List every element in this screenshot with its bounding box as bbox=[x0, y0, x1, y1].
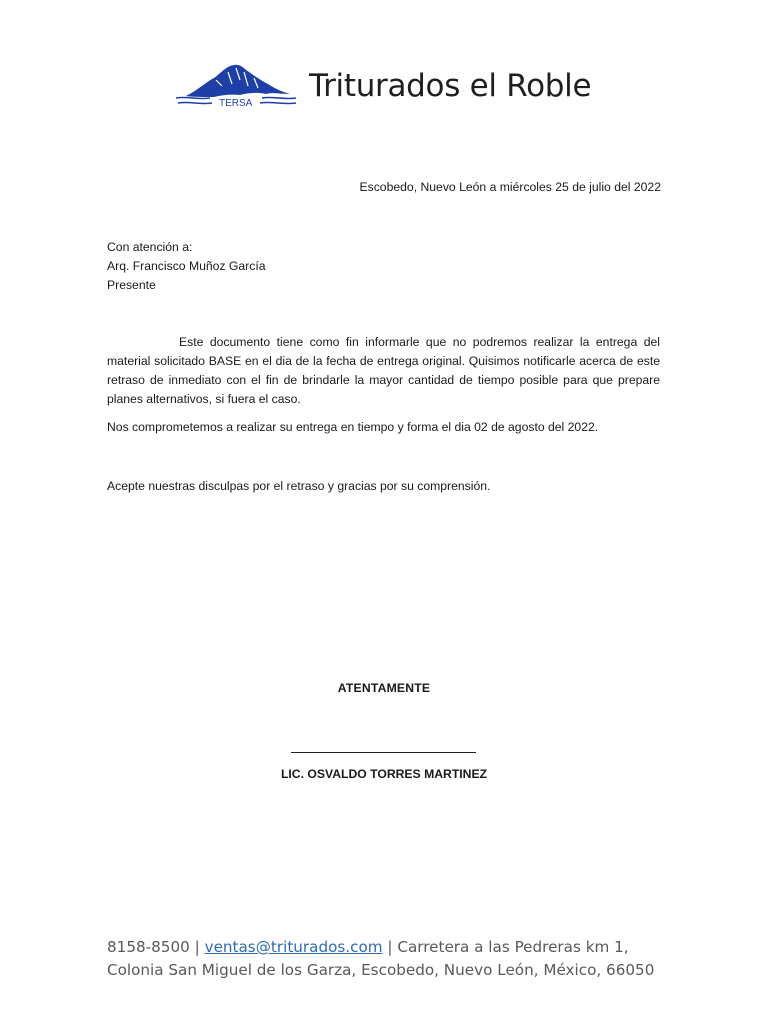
footer-contact bbox=[107, 936, 654, 982]
logo-text: TERSA bbox=[219, 98, 253, 109]
signature-line bbox=[291, 752, 476, 753]
signer-name: LIC. OSVALDO TORRES MARTINEZ bbox=[280, 767, 488, 781]
footer-separator: | bbox=[189, 938, 205, 956]
footer-address-1: Carretera a las Pedreras km 1, bbox=[397, 938, 629, 956]
brand-name: Triturados el Roble bbox=[309, 68, 592, 104]
attention-label: Con atención a: bbox=[107, 240, 193, 254]
footer-email-link[interactable]: ventas@triturados.com bbox=[204, 938, 383, 956]
body-paragraph-1: Este documento tiene como fin informarle que no podremos realizar la entrega del material solicitado BASE en el dia de la fecha de entrega original. Quisimos notificarle acerca de este retraso de inmediato con el fin de brindarle la mayor cantidad de tiempo posible para que prepare planes alternativos, si fuera el caso. bbox=[107, 335, 660, 406]
recipient-name: Arq. Francisco Muñoz García bbox=[107, 259, 266, 273]
addressee-block bbox=[107, 238, 266, 295]
footer-separator: | bbox=[382, 938, 398, 956]
footer-line-1 bbox=[107, 936, 654, 959]
footer-phone: 8158-8500 bbox=[107, 938, 190, 956]
dateline: Escobedo, Nuevo León a miércoles 25 de julio del 2022 bbox=[359, 180, 661, 194]
presente-label: Presente bbox=[107, 278, 156, 292]
body-paragraph-3: Acepte nuestras disculpas por el retraso y gracias por su comprensión. bbox=[107, 479, 491, 493]
body-paragraph-2: Nos comprometemos a realizar su entrega en tiempo y forma el dia 02 de agosto del 2022. bbox=[107, 420, 599, 434]
company-logo bbox=[176, 62, 298, 110]
footer-address-2: Colonia San Miguel de los Garza, Escobedo, Nuevo León, México, 66050 bbox=[107, 961, 655, 979]
closing-salutation: ATENTAMENTE bbox=[337, 681, 431, 695]
